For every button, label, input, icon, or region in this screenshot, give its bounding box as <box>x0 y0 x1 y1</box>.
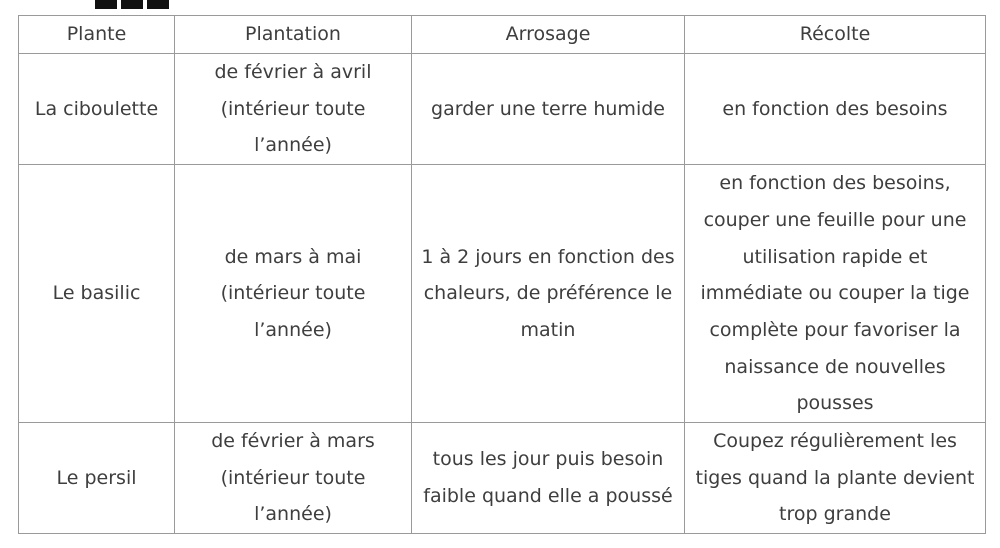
cell-plantation-text: de février à mars (intérieur toute l’année) <box>211 430 375 526</box>
header-arrosage: Arrosage <box>412 16 685 54</box>
cell-arrosage <box>412 423 685 534</box>
cell-plantation <box>175 423 412 534</box>
heading-cropped <box>95 0 173 9</box>
heading-glyph-fragment <box>95 0 117 9</box>
cell-plante: La ciboulette <box>19 54 175 165</box>
cell-recolte-text: en fonction des besoins, couper une feuille pour une utilisation rapide et immédiate ou couper la tige complète pour favoriser la naissance de nouvelles pousses <box>700 172 970 415</box>
heading-glyph-fragment <box>121 0 143 9</box>
header-recolte: Récolte <box>685 16 986 54</box>
header-plante: Plante <box>19 16 175 54</box>
table-row <box>19 54 986 165</box>
cell-recolte <box>685 165 986 423</box>
cell-arrosage-text: 1 à 2 jours en fonction des chaleurs, de préférence le matin <box>421 245 675 341</box>
cell-recolte <box>685 423 986 534</box>
heading-glyph-fragment <box>147 0 169 9</box>
cell-plantation <box>175 54 412 165</box>
plants-table <box>18 15 986 534</box>
cell-arrosage <box>412 165 685 423</box>
table-row <box>19 165 986 423</box>
cell-plante: Le persil <box>19 423 175 534</box>
header-plantation: Plantation <box>175 16 412 54</box>
cell-plantation-text: de février à avril (intérieur toute l’année) <box>214 61 372 157</box>
cell-arrosage-text: tous les jour puis besoin faible quand elle a poussé <box>423 448 673 508</box>
cell-recolte: en fonction des besoins <box>685 54 986 165</box>
table-header-row <box>19 16 986 54</box>
cell-plante: Le basilic <box>19 165 175 423</box>
cell-plantation <box>175 165 412 423</box>
cell-recolte-text: Coupez régulièrement les tiges quand la plante devient trop grande <box>695 430 975 526</box>
cell-arrosage: garder une terre humide <box>412 54 685 165</box>
table-row <box>19 423 986 534</box>
cell-plantation-text: de mars à mai (intérieur toute l’année) <box>220 245 366 341</box>
